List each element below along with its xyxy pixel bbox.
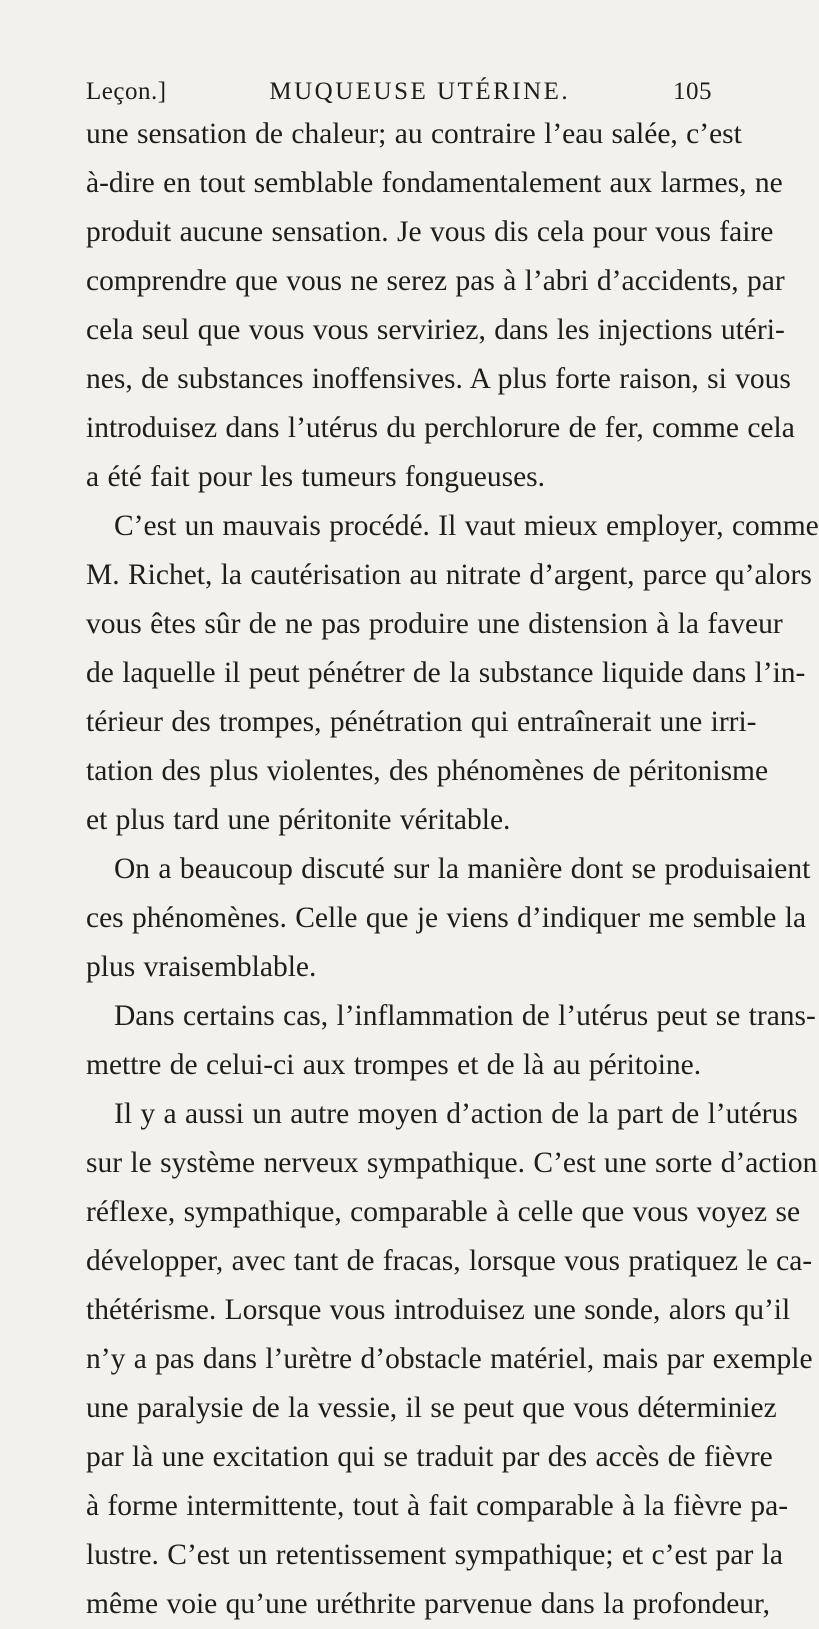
text-line: à forme intermittente, tout à fait comparable à la fièvre pa- (86, 1490, 789, 1522)
running-head (86, 78, 712, 106)
text-line: même voie qu’une uréthrite parvenue dans la profondeur, (86, 1588, 771, 1620)
text-line: cela seul que vous vous serviriez, dans les injections utéri- (86, 314, 785, 346)
text-line: Dans certains cas, l’inflammation de l’utérus peut se trans- (114, 1000, 816, 1032)
text-line: a été fait pour les tumeurs fongueuses. (86, 461, 546, 493)
text-line: thétérisme. Lorsque vous introduisez une sonde, alors qu’il (86, 1294, 791, 1326)
text-line: développer, avec tant de fracas, lorsque vous pratiquez le ca- (86, 1245, 813, 1277)
page-number: 105 (673, 78, 712, 105)
text-line: produit aucune sensation. Je vous dis cela pour vous faire (86, 216, 774, 248)
paragraph (86, 110, 795, 502)
paragraph (86, 845, 811, 992)
text-line: ces phénomènes. Celle que je viens d’indiquer me semble la (86, 902, 807, 934)
text-line: n’y a pas dans l’urètre d’obstacle matériel, mais par exemple (86, 1343, 813, 1375)
text-line: de laquelle il peut pénétrer de la substance liquide dans l’in- (86, 657, 806, 689)
text-line: M. Richet, la cautérisation au nitrate d’argent, parce qu’alors (86, 559, 812, 591)
body-text (86, 110, 819, 1629)
text-line: térieur des trompes, pénétration qui entraînerait une irri- (86, 706, 757, 738)
text-line: Il y a aussi un autre moyen d’action de la part de l’utérus (114, 1098, 798, 1130)
text-line: introduisez dans l’utérus du perchlorure de fer, comme cela (86, 412, 795, 444)
text-line: plus vraisemblable. (86, 951, 317, 983)
text-line: et plus tard une péritonite véritable. (86, 804, 511, 836)
text-line: une sensation de chaleur; au contraire l’eau salée, c’est (86, 118, 742, 150)
paragraph (86, 1090, 818, 1629)
text-line: On a beaucoup discuté sur la manière dont se produisaient (114, 853, 811, 885)
paragraph (86, 992, 816, 1090)
running-title: MUQUEUSE UTÉRINE. (269, 78, 571, 105)
text-line: une paralysie de la vessie, il se peut que vous déterminiez (86, 1392, 777, 1424)
text-line: lustre. C’est un retentissement sympathique; et c’est par la (86, 1539, 783, 1571)
text-line: comprendre que vous ne serez pas à l’abri d’accidents, par (86, 265, 785, 297)
text-line: tation des plus violentes, des phénomènes de péritonisme (86, 755, 769, 787)
text-line: mettre de celui-ci aux trompes et de là au péritoine. (86, 1049, 702, 1081)
chapter-label: Leçon.] (86, 78, 167, 105)
text-line: sur le système nerveux sympathique. C’est une sorte d’action (86, 1147, 818, 1179)
text-line: réflexe, sympathique, comparable à celle que vous voyez se (86, 1196, 801, 1228)
text-line: vous êtes sûr de ne pas produire une distension à la faveur (86, 608, 783, 640)
text-line: nes, de substances inoffensives. A plus forte raison, si vous (86, 363, 791, 395)
text-line: C’est un mauvais procédé. Il vaut mieux employer, comme (114, 510, 819, 542)
text-line: par là une excitation qui se traduit par des accès de fièvre (86, 1441, 773, 1473)
paragraph (86, 502, 819, 845)
text-line: à-dire en tout semblable fondamentalement aux larmes, ne (86, 167, 783, 199)
